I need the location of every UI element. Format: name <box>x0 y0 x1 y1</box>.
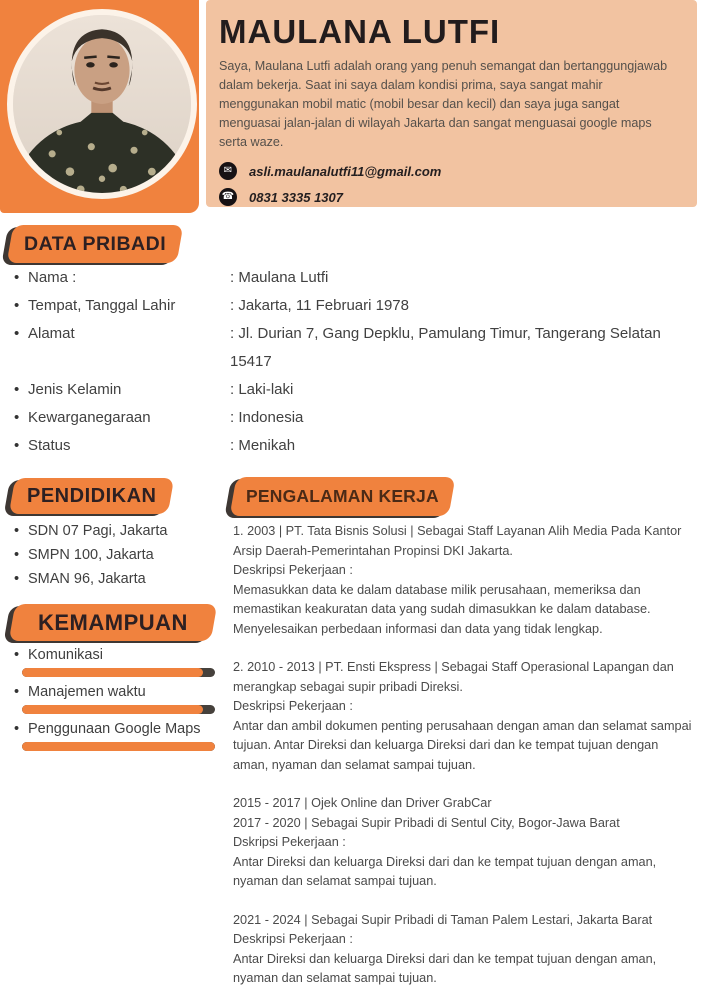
bullet-marker: • <box>14 647 20 663</box>
section-title-data-pribadi <box>7 225 184 263</box>
bullet-marker: • <box>14 409 20 426</box>
skill-item <box>14 645 224 677</box>
data-row <box>14 292 698 320</box>
profile-photo <box>7 9 197 199</box>
email-icon: ✉ <box>219 162 237 180</box>
bullet-marker: • <box>14 325 20 342</box>
education-label: SMAN 96, Jakarta <box>28 571 146 587</box>
data-value: : Menikah <box>230 437 296 454</box>
section-title-label: DATA PRIBADI <box>24 233 167 255</box>
data-label: Tempat, Tanggal Lahir <box>28 297 176 314</box>
experience-block <box>233 522 695 639</box>
personal-data-list <box>14 264 698 460</box>
section-title-pengalaman-kerja <box>230 477 456 516</box>
experience-line: 2. 2010 - 2013 | PT. Ensti Ekspress | Sebagai Staff Operasional Lapangan dan merangkap sebagai supir pribadi Direksi. <box>233 660 674 694</box>
experience-line: Memasukkan data ke dalam database milik perusahaan, memeriksa dan memastikan keakuratan data yang sudah dimasukkan ke dalam database. Menyelesaikan perbedaan informasi dan data yang tidak lengkap. <box>233 582 651 636</box>
contact-block <box>219 162 669 206</box>
experience-line: 2021 - 2024 | Sebagai Supir Pribadi di Taman Palem Lestari, Jakarta Barat <box>233 912 653 927</box>
education-item <box>14 543 234 567</box>
header-card <box>206 0 697 207</box>
data-row <box>14 264 698 292</box>
phone-text: 0831 3335 1307 <box>249 189 343 205</box>
data-value: : Indonesia <box>230 409 304 426</box>
person-name: MAULANA LUTFI <box>219 13 501 50</box>
phone-row <box>219 188 669 206</box>
education-item <box>14 567 234 591</box>
bullet-marker: • <box>14 684 20 700</box>
experience-line: Antar dan ambil dokumen penting perusahaan dengan aman dan selamat sampai tujuan. Antar Direksi dan keluarga Direksi dari dan ke tempat tujuan dengan aman, nyaman dan selamat sampai tujuan. <box>233 718 692 772</box>
skill-name: Manajemen waktu <box>28 684 146 700</box>
data-label: Status <box>28 437 71 454</box>
skill-name: Komunikasi <box>28 647 103 663</box>
education-label: SDN 07 Pagi, Jakarta <box>28 523 168 539</box>
experience-line: Deskripsi Pekerjaan : <box>233 932 353 946</box>
education-item <box>14 519 234 543</box>
bullet-marker: • <box>14 721 20 737</box>
experience-block <box>233 658 695 775</box>
experience-line: Deskripsi Pekerjaan : <box>233 563 353 577</box>
data-row <box>14 320 698 376</box>
section-title-kemampuan <box>9 604 217 641</box>
work-experience-list <box>233 522 695 1000</box>
section-title-pendidikan <box>9 478 175 514</box>
skill-bar <box>22 705 215 714</box>
data-label: Kewarganegaraan <box>28 409 151 426</box>
experience-line: Deskripsi Pekerjaan : <box>233 699 353 713</box>
profile-summary: Saya, Maulana Lutfi adalah orang yang penuh semangat dan bertanggungjawab dalam bekerja. Saat ini saya dalam kondisi prima, saya sangat mahir menggunakan mobil matic (mobil besar dan kecil) dan saya juga sangat menguasai jalan-jalan di wilayah Jakarta dan sangat menguasai google maps serta waze. <box>219 59 668 149</box>
bullet-marker: • <box>14 269 20 286</box>
experience-line: Dskripsi Pekerjaan : <box>233 835 346 849</box>
education-label: SMPN 100, Jakarta <box>28 547 154 563</box>
bullet-marker: • <box>14 523 20 539</box>
skill-label <box>14 645 224 665</box>
skill-bar <box>22 742 215 751</box>
section-title-label: KEMAMPUAN <box>38 610 188 635</box>
data-label: Alamat <box>28 325 75 342</box>
data-label: Jenis Kelamin <box>28 381 122 398</box>
bullet-marker: • <box>14 297 20 314</box>
bullet-marker: • <box>14 547 20 563</box>
skill-bar <box>22 668 215 677</box>
skill-label <box>14 719 224 739</box>
experience-line: 2017 - 2020 | Sebagai Supir Pribadi di Sentul City, Bogor-Jawa Barat <box>233 815 620 830</box>
skill-bar-fill <box>22 705 203 714</box>
experience-block <box>233 911 695 989</box>
data-value: : Jakarta, 11 Februari 1978 <box>230 297 409 314</box>
skills-list <box>14 645 224 756</box>
education-list <box>14 519 234 591</box>
data-value: : Laki-laki <box>230 381 294 398</box>
email-row <box>219 162 669 180</box>
skill-bar-fill <box>22 742 215 751</box>
email-text: asli.maulanalutfi11@gmail.com <box>249 163 442 179</box>
data-row <box>14 432 698 460</box>
skill-label <box>14 682 224 702</box>
experience-line: Antar Direksi dan keluarga Direksi dari dan ke tempat tujuan dengan aman, nyaman dan selamat sampai tujuan. <box>233 854 657 888</box>
skill-item <box>14 682 224 714</box>
bullet-marker: • <box>14 381 20 398</box>
skill-bar-fill <box>22 668 203 677</box>
bullet-marker: • <box>14 571 20 587</box>
data-row <box>14 404 698 432</box>
experience-block <box>233 794 695 892</box>
skill-item <box>14 719 224 751</box>
phone-icon: ☎ <box>219 188 237 206</box>
profile-photo-placeholder <box>13 15 191 193</box>
skill-name: Penggunaan Google Maps <box>28 721 201 737</box>
experience-line: 2015 - 2017 | Ojek Online dan Driver GrabCar <box>233 796 492 810</box>
data-value: : Maulana Lutfi <box>230 269 329 286</box>
data-label: Nama : <box>28 269 77 286</box>
experience-line: Antar Direksi dan keluarga Direksi dari dan ke tempat tujuan dengan aman, nyaman dan selamat sampai tujuan. <box>233 951 657 985</box>
photo-panel <box>0 0 199 213</box>
section-title-label: PENGALAMAN KERJA <box>246 486 439 506</box>
bullet-marker: • <box>14 437 20 454</box>
data-row <box>14 376 698 404</box>
section-title-label: PENDIDIKAN <box>27 485 157 507</box>
data-value: : Jl. Durian 7, Gang Depklu, Pamulang Timur, Tangerang Selatan 15417 <box>230 325 661 370</box>
experience-line: 1. 2003 | PT. Tata Bisnis Solusi | Sebagai Staff Layanan Alih Media Pada Kantor Arsip Daerah-Pemerintahan Propinsi DKI Jakarta. <box>233 524 682 558</box>
